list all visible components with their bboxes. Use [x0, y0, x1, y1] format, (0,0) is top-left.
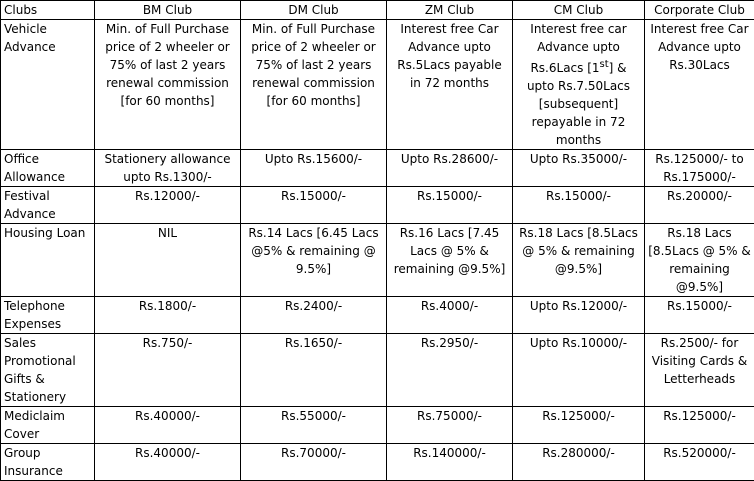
table-cell: Stationery allowance upto Rs.1300/- [95, 150, 241, 187]
table-cell: Rs.40000/- [95, 444, 241, 481]
row-label: Sales Promotional Gifts & Stationery [1, 334, 95, 407]
table-cell: Rs.20000/- [645, 187, 754, 224]
table-cell: Rs.2950/- [387, 334, 513, 407]
row-label: Vehicle Advance [1, 20, 95, 150]
header-bm-club: BM Club [95, 1, 241, 20]
table-cell: Rs.2400/- [241, 297, 387, 334]
table-cell: Upto Rs.10000/- [513, 334, 645, 407]
table-cell: Rs.15000/- [513, 187, 645, 224]
table-cell: Rs.15000/- [387, 187, 513, 224]
row-label: Housing Loan [1, 224, 95, 297]
row-label: Office Allowance [1, 150, 95, 187]
row-label: Telephone Expenses [1, 297, 95, 334]
table-row [1, 444, 754, 481]
table-cell: Min. of Full Purchase price of 2 wheeler or 75% of last 2 years renewal commission [for 60 months] [241, 20, 387, 150]
table-cell: Interest free car Advance upto Rs.6Lacs [1st] & upto Rs.7.50Lacs [subsequent] repayable in 72 months [513, 20, 645, 150]
table-cell: NIL [95, 224, 241, 297]
table-cell: Upto Rs.35000/- [513, 150, 645, 187]
table-cell: Upto Rs.28600/- [387, 150, 513, 187]
table-cell: Rs.12000/- [95, 187, 241, 224]
table-cell: Rs.4000/- [387, 297, 513, 334]
table-cell: Rs.75000/- [387, 407, 513, 444]
table-cell: Rs.16 Lacs [7.45 Lacs @ 5% & remaining @9.5%] [387, 224, 513, 297]
table-cell: Rs.125000/- [645, 407, 754, 444]
table-row [1, 150, 754, 187]
table-row [1, 297, 754, 334]
table-cell: Rs.14 Lacs [6.45 Lacs @5% & remaining @ 9.5%] [241, 224, 387, 297]
table-cell: Rs.1650/- [241, 334, 387, 407]
table-cell: Rs.70000/- [241, 444, 387, 481]
table-cell: Rs.18 Lacs [8.5Lacs @ 5% & remaining @9.5%] [513, 224, 645, 297]
table-cell: Upto Rs.15600/- [241, 150, 387, 187]
row-label: Mediclaim Cover [1, 407, 95, 444]
table-cell: Upto Rs.12000/- [513, 297, 645, 334]
table-cell: Rs.280000/- [513, 444, 645, 481]
row-label: Festival Advance [1, 187, 95, 224]
table-cell: Rs.125000/- to Rs.175000/- [645, 150, 754, 187]
table-row [1, 20, 754, 150]
header-dm-club: DM Club [241, 1, 387, 20]
header-cm-club: CM Club [513, 1, 645, 20]
header-clubs: Clubs [1, 1, 95, 20]
table-cell: Rs.15000/- [241, 187, 387, 224]
table-cell: Interest free Car Advance upto Rs.5Lacs payable in 72 months [387, 20, 513, 150]
table-row [1, 407, 754, 444]
table-cell: Rs.2500/- for Visiting Cards & Letterheads [645, 334, 754, 407]
table-cell: Rs.55000/- [241, 407, 387, 444]
table-cell: Rs.125000/- [513, 407, 645, 444]
row-label: Group Insurance [1, 444, 95, 481]
table-row [1, 224, 754, 297]
table-cell: Rs.750/- [95, 334, 241, 407]
header-corporate-club: Corporate Club [645, 1, 754, 20]
table-cell: Rs.40000/- [95, 407, 241, 444]
table-header-row [1, 1, 754, 20]
header-zm-club: ZM Club [387, 1, 513, 20]
table-cell: Interest free Car Advance upto Rs.30Lacs [645, 20, 754, 150]
table-cell: Rs.1800/- [95, 297, 241, 334]
table-cell: Min. of Full Purchase price of 2 wheeler or 75% of last 2 years renewal commission [for 60 months] [95, 20, 241, 150]
table-row [1, 334, 754, 407]
table-cell: Rs.520000/- [645, 444, 754, 481]
table-cell: Rs.15000/- [645, 297, 754, 334]
table-cell: Rs.18 Lacs [8.5Lacs @ 5% & remaining @9.5%] [645, 224, 754, 297]
table-cell: Rs.140000/- [387, 444, 513, 481]
table-row [1, 187, 754, 224]
